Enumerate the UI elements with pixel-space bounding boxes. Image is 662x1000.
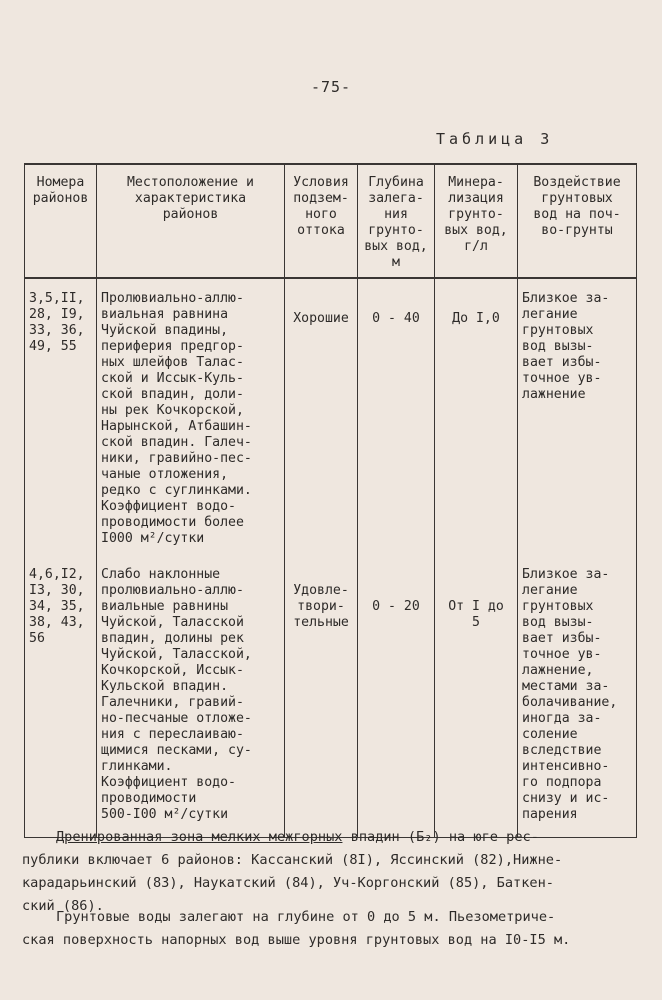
header-district-numbers (25, 164, 97, 278)
text-line: вод вызы- (522, 615, 594, 630)
row2-numbers (25, 547, 97, 838)
text-line: оттока (297, 223, 345, 238)
row2-location (97, 547, 285, 838)
p1-rest: впадин (Б₂) на юге рес- (342, 829, 539, 845)
text-line: До I,0 (452, 311, 500, 326)
text-line: Чуйской, Таласской (101, 615, 244, 630)
text-line: виальная равнина (101, 307, 229, 322)
text-line: проводимости (101, 791, 197, 806)
text-line: От I до (448, 599, 504, 614)
header-location (97, 164, 285, 278)
text-line: виальные равнины (101, 599, 229, 614)
text-line: Минера- (448, 175, 504, 190)
text-line: Близкое за- (522, 567, 610, 582)
text-line: 4,6,I2, (29, 567, 85, 582)
p1-line3: карадарьинский (83), Наукатский (84), Уч-Коргонский (85), Баткен- (22, 875, 554, 891)
text-line: местами за- (522, 679, 610, 694)
text-line: Галечники, гравий- (101, 695, 244, 710)
text-line: щимися песками, су- (101, 743, 252, 758)
row1-mineralization (435, 278, 518, 547)
p1-line2: публики включает 6 районов: Кассанский (8I), Яссинский (82),Нижне- (22, 852, 563, 868)
text-line: 38, 43, (29, 615, 85, 630)
text-line: периферия предгор- (101, 339, 244, 354)
text-line: характеристика (134, 191, 247, 206)
text-line: парения (522, 807, 578, 822)
p2-line2: ская поверхность напорных вод выше уровня грунтовых вод на I0-I5 м. (22, 932, 571, 948)
row2-depth (358, 547, 435, 838)
text-line: точное ув- (522, 647, 602, 662)
text-line: Хорошие (293, 311, 349, 326)
text-line: снизу и ис- (522, 791, 610, 806)
text-line: Кульской впадин. (101, 679, 229, 694)
groundwater-table (24, 163, 637, 838)
page-number: -75- (310, 78, 352, 96)
text-line: легание (522, 583, 578, 598)
text-line: 3,5,II, (29, 291, 85, 306)
text-line: ны рек Кочкорской, (101, 403, 244, 418)
text-line: го подпора (522, 775, 602, 790)
text-line: вает избы- (522, 355, 602, 370)
text-line: Воздействие (533, 175, 621, 190)
text-line: Близкое за- (522, 291, 610, 306)
text-line: грунтовых (522, 599, 594, 614)
paragraph-drained-zone (22, 826, 640, 918)
text-line: Удовле- (293, 583, 349, 598)
text-line: Слабо наклонные (101, 567, 221, 582)
text-line: Кочкорской, Иссык- (101, 663, 244, 678)
header-mineralization (435, 164, 518, 278)
text-line: грунтовых (541, 191, 613, 206)
p1-line4: ский (86). (22, 898, 104, 914)
text-line: вает избы- (522, 631, 602, 646)
text-line: Глубина (368, 175, 424, 190)
table-caption: Таблица 3 (436, 130, 554, 148)
text-line: лизация (448, 191, 504, 206)
text-line: районов (162, 207, 219, 222)
text-line: впадин, долины рек (101, 631, 244, 646)
text-line: Номера (36, 175, 85, 190)
row1-depth (358, 278, 435, 547)
text-line: районов (32, 191, 89, 206)
text-line: ской впадин. Галеч- (101, 435, 252, 450)
text-line: вследствие (522, 743, 602, 758)
text-line: ники, гравийно-пес- (101, 451, 252, 466)
text-line: Чуйской впадины, (101, 323, 229, 338)
text-line: пролювиально-аллю- (101, 583, 244, 598)
text-line: 33, 36, (29, 323, 85, 338)
text-line: 0 - 20 (372, 599, 420, 614)
text-line: вод на поч- (533, 207, 621, 222)
header-effect (518, 164, 637, 278)
table-row (25, 547, 637, 838)
table-header-row (25, 164, 637, 278)
text-line: вод вызы- (522, 339, 594, 354)
text-line: ния с переслаиваю- (101, 727, 244, 742)
text-line: чаные отложения, (101, 467, 229, 482)
text-line: твори- (297, 599, 345, 614)
text-line: грунто- (368, 223, 424, 238)
text-line: ного (305, 207, 337, 222)
text-line: Коэффициент водо- (101, 499, 236, 514)
text-line: точное ув- (522, 371, 602, 386)
text-line: 56 (29, 631, 45, 646)
text-line: м (392, 255, 400, 270)
text-line: г/л (464, 239, 488, 254)
text-line: ской и Иссык-Куль- (101, 371, 244, 386)
text-line: болачивание, (522, 695, 618, 710)
text-line: ской впадин, доли- (101, 387, 244, 402)
text-line: 34, 35, (29, 599, 85, 614)
row1-effect (518, 278, 637, 547)
text-line: лажнение, (522, 663, 594, 678)
text-line: интенсивно- (522, 759, 610, 774)
header-outflow (285, 164, 358, 278)
text-line: 500-I00 м²/сутки (101, 807, 229, 822)
text-line: ных шлейфов Талас- (101, 355, 244, 370)
text-line: Чуйской, Таласской, (101, 647, 252, 662)
text-line: Нарынской, Атбашин- (101, 419, 252, 434)
text-line: I3, 30, (29, 583, 85, 598)
text-line: проводимости более (101, 515, 244, 530)
text-line: залега- (368, 191, 424, 206)
text-line: но-песчаные отложе- (101, 711, 252, 726)
text-line: 49, 55 (29, 339, 77, 354)
header-depth (358, 164, 435, 278)
text-line: Условия (293, 175, 349, 190)
text-line: Коэффициент водо- (101, 775, 236, 790)
underlined-heading: Дренированная зона мелких межгорных (56, 829, 343, 845)
text-line: подзем- (293, 191, 349, 206)
text-line: 0 - 40 (372, 311, 420, 326)
text-line: Пролювиально-аллю- (101, 291, 244, 306)
text-line: грунтовых (522, 323, 594, 338)
table-row (25, 278, 637, 547)
text-line: соление (522, 727, 578, 742)
text-line: глинками. (101, 759, 173, 774)
row1-location (97, 278, 285, 547)
text-line: Местоположение и (126, 175, 255, 190)
text-line: во-грунты (541, 223, 613, 238)
text-line: легание (522, 307, 578, 322)
text-line: 28, I9, (29, 307, 85, 322)
row1-numbers (25, 278, 97, 547)
text-line: иногда за- (522, 711, 602, 726)
row2-mineralization (435, 547, 518, 838)
row2-outflow (285, 547, 358, 838)
text-line: вых вод, (444, 223, 508, 238)
text-line: тельные (293, 615, 349, 630)
text-line: вых вод, (364, 239, 428, 254)
row1-outflow (285, 278, 358, 547)
text-line: ния (384, 207, 408, 222)
text-line: грунто- (448, 207, 504, 222)
text-line: I000 м²/сутки (101, 531, 205, 546)
text-line: лажнение (522, 387, 586, 402)
text-line: 5 (472, 615, 480, 630)
text-line: редко с суглинками. (101, 483, 252, 498)
p2-line1: Грунтовые воды залегают на глубине от 0 до 5 м. Пьезометриче- (56, 909, 556, 925)
row2-effect (518, 547, 637, 838)
